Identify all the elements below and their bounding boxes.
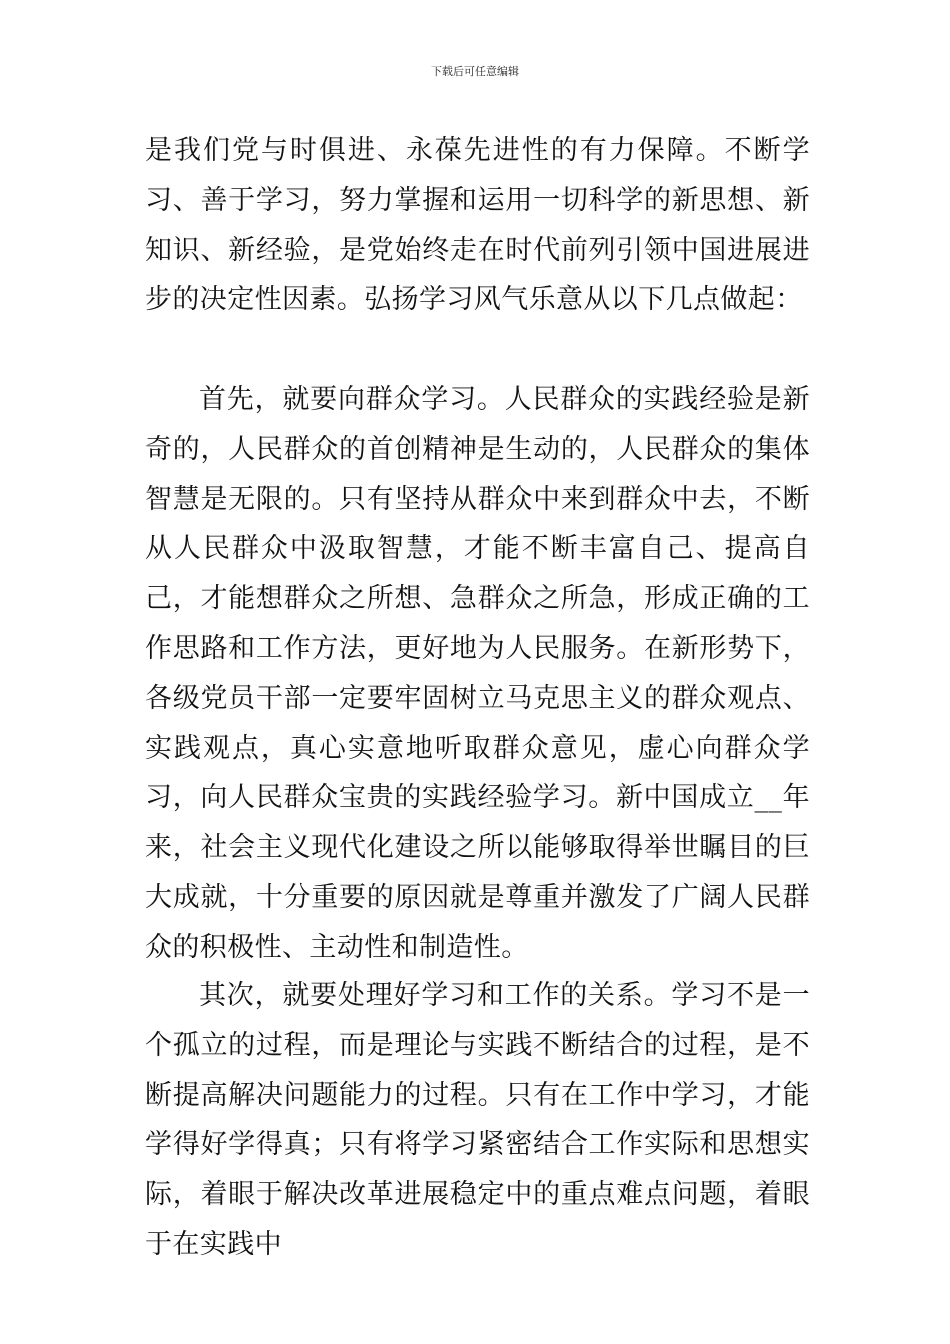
page-header-note: 下载后可任意编辑 — [431, 65, 519, 78]
paragraph-continuation: 是我们党与时俱进、永葆先进性的有力保障。不断学习、善于学习，努力掌握和运用一切科学的新思想、新知识、新经验，是党始终走在时代前列引领中国进展进步的决定性因素。弘扬学习风气乐意从以下几点做起： — [145, 135, 810, 316]
paragraph-learn-from-masses: 首先，就要向群众学习。人民群众的实践经验是新奇的，人民群众的首创精神是生动的，人民群众的集体智慧是无限的。只有坚持从群众中来到群众中去，不断从人民群众中汲取智慧，才能不断丰富自己、提高自己，才能想群众之所想、急群众之所急，形成正确的工作思路和工作方法，更好地为人民服务。在新形势下，各级党员干部一定要牢固树立马克思主义的群众观点、实践观点，真心实意地听取群众意见，虚心向群众学习，向人民群众宝贵的实践经验学习。新中国成立__年来，社会主义现代化建设之所以能够取得举世瞩目的巨大成就，十分重要的原因就是尊重并激发了广阔人民群众的积极性、主动性和制造性。 — [145, 384, 810, 963]
paragraph-study-and-work: 其次，就要处理好学习和工作的关系。学习不是一个孤立的过程，而是理论与实践不断结合的过程，是不断提高解决问题能力的过程。只有在工作中学习，才能学得好学得真；只有将学习紧密结合工作实际和思想实际，着眼于解决改革进展稳定中的重点难点问题，着眼于在实践中 — [145, 980, 810, 1260]
